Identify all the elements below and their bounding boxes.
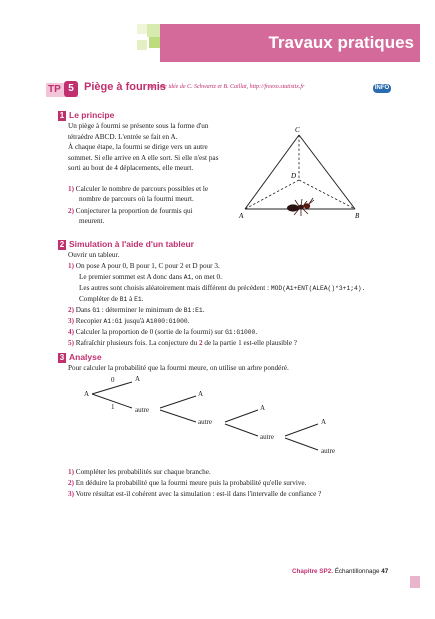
tree-node: A (321, 418, 327, 426)
principle-line: sorti au bout de 4 déplacements, elle meurt. (68, 164, 194, 172)
page-number: 47 (381, 568, 389, 575)
step-1-line-2: Le premier sommet est A donc dans A1, on met 0. (79, 273, 222, 281)
analysis-question-3: 3) Votre résultat est-il cohérent avec la simulation : est-il dans l'intervalle de confiance ? (68, 490, 322, 498)
spreadsheet-intro: Ouvrir un tableur. (68, 251, 120, 259)
step-5: 5) Rafraîchir plusieurs fois. La conjecture du 2 de la partie 1 est-elle plausible ? (68, 339, 297, 347)
vertex-label-c: C (295, 126, 300, 134)
tp-badge: TP (46, 83, 78, 97)
section-2-title: Simulation à l'aide d'un tableur (69, 239, 194, 249)
vertex-label-d: D (291, 172, 297, 180)
tree-node: autre (135, 406, 149, 414)
tp-number: 5 (64, 81, 78, 97)
tree-root: A (84, 390, 90, 398)
principle-line: sommet. Si elle arrive en A elle sort. Si elle n'est pas (68, 153, 219, 162)
footer-chapter: Chapitre SP2. (292, 568, 333, 575)
tree-node: A (198, 390, 204, 398)
tp-title: Piège à fourmis (84, 81, 166, 93)
tree-node: A (260, 404, 266, 412)
tetrahedron-figure (235, 120, 375, 230)
principle-line: Un piège à fourmi se présente sous la forme d'un (68, 122, 209, 130)
section-1-title: Le principe (69, 110, 115, 120)
tree-node: autre (198, 418, 212, 426)
step-3: 3) Recopier A1:G1 jusqu'à A1000:G1000. (68, 317, 190, 325)
tree-prob-1: 1 (111, 403, 115, 411)
tree-node: autre (321, 447, 335, 455)
section-3-title: Analyse (69, 352, 102, 362)
footer-section: Échantillonnage (334, 568, 380, 575)
page-title: Travaux pratiques (268, 33, 414, 52)
principle-question-1-cont: nombre de parcours où la fourmi meurt. (79, 195, 194, 203)
tree-node: autre (260, 433, 274, 441)
footer (292, 568, 388, 575)
step-1-line-3: Les autres sont choisis aléatoirement mais différent du précédent : MOD(A1+ENT(ALEA()*3+1;4). (79, 284, 366, 292)
analysis-question-2: 2) En déduire la probabilité que la fourmi meure puis la probabilité qu'elle survive. (68, 479, 307, 487)
analysis-question-1: 1) Compléter les probabilités sur chaque branche. (68, 468, 211, 476)
principle-question-2-cont: meurent. (79, 217, 105, 225)
principle-line: tétraèdre ABCD. L'entrée se fait en A. (68, 132, 178, 141)
principle-question-2: 2) Conjecturer la proportion de fourmis qui (68, 207, 193, 215)
step-1-line-4: Compléter de B1 à E1. (79, 295, 144, 303)
section-2-number: 2 (59, 240, 65, 249)
tp-source: sur une idée de C. Schwartz et B. Caillat, http://freeso.statistix.fr (149, 84, 305, 90)
section-3-number: 3 (59, 353, 65, 362)
principle-question-1: 1) Calculer le nombre de parcours possibles et le (68, 185, 209, 193)
info-badge[interactable]: INFO (374, 85, 390, 91)
tree-prob-0: 0 (111, 376, 115, 384)
ant-icon (287, 198, 314, 216)
vertex-label-b: B (355, 212, 360, 220)
analysis-intro: Pour calculer la probabilité que la fourmi meure, on utilise un arbre pondéré. (68, 364, 289, 372)
principle-line: À chaque étape, la fourmi se dirige vers un autre (68, 143, 208, 151)
step-1-line-1: 1) On pose A pour 0, B pour 1, C pour 2 et D pour 3. (68, 262, 220, 270)
probability-tree (60, 372, 380, 462)
principle-text (68, 121, 218, 174)
step-4: 4) Calculer la proportion de 0 (sortie de la fourmi) sur G1:G1000. (68, 328, 258, 336)
section-1-number: 1 (59, 111, 65, 120)
step-2: 2) Dans G1 : déterminer le minimum de B1:E1. (68, 306, 205, 314)
page-corner-block (410, 576, 420, 588)
vertex-label-a: A (239, 212, 244, 220)
tree-node: A (135, 375, 141, 383)
